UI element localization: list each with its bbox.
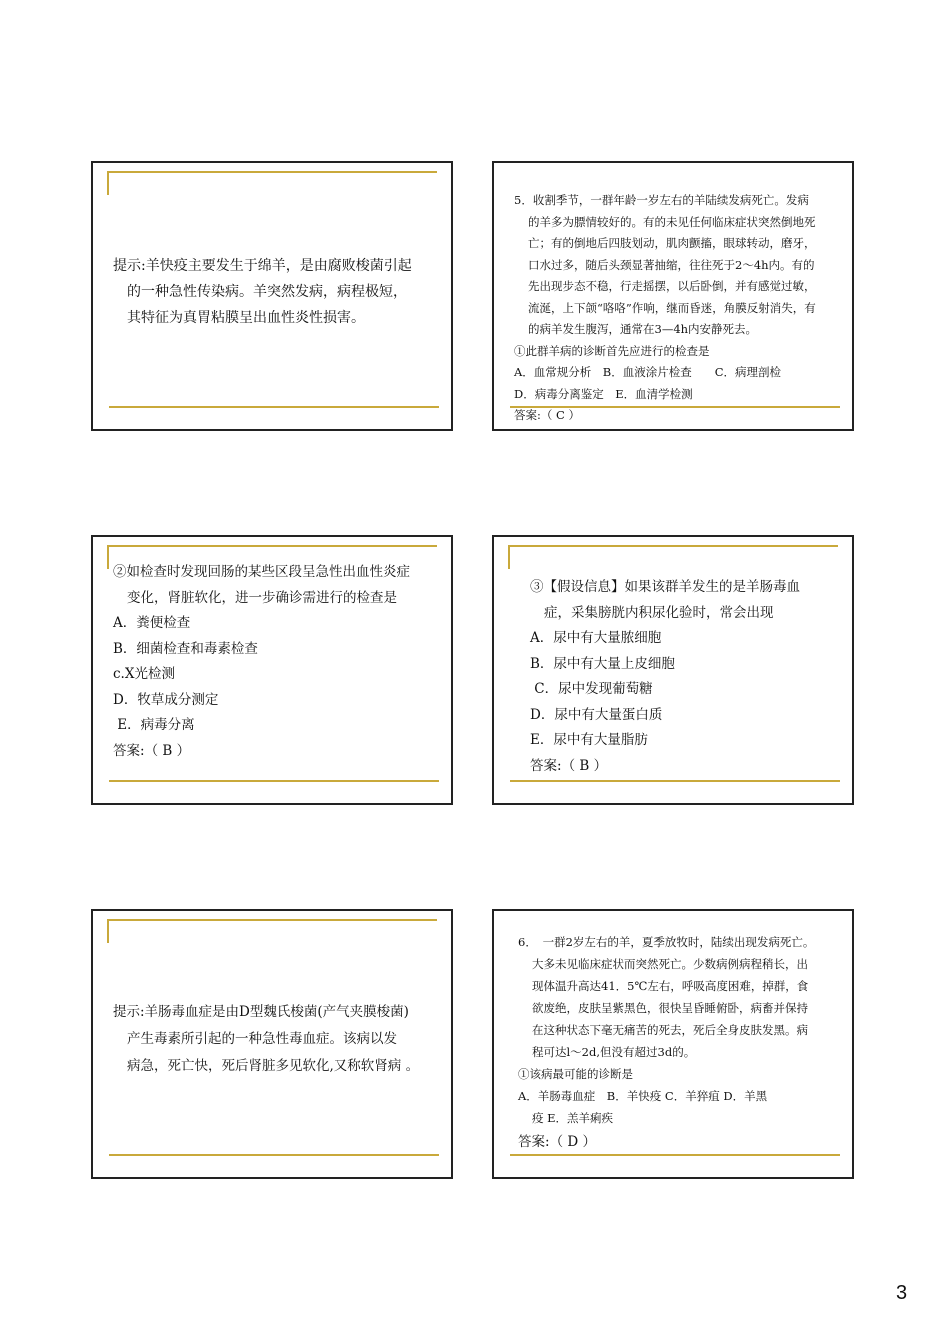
option: A．粪便检查 <box>113 615 191 631</box>
slide-3-text <box>113 560 410 764</box>
option: B．尿中有大量上皮细胞 <box>530 655 675 672</box>
gold-top-rule <box>107 545 437 547</box>
answer-label: 答案: <box>530 757 562 774</box>
page-number: 3 <box>896 1282 908 1304</box>
text-line: 病急，死亡快，死后肾脏多见软化,又称软肾病 。 <box>127 1058 420 1074</box>
answer-value: （ D ） <box>549 1134 596 1150</box>
answer-value: （ C ） <box>540 408 580 422</box>
text-line: 在这种状态下毫无痛苦的死去，死后全身皮肤发黑。病 <box>532 1023 808 1037</box>
slide-5 <box>91 909 453 1179</box>
slide-1 <box>91 161 453 431</box>
slide-6-text <box>518 931 814 1155</box>
gold-corner-mark <box>107 171 109 195</box>
answer <box>113 739 410 765</box>
answer-label: 答案: <box>518 1134 550 1150</box>
gold-bottom-rule <box>109 780 439 782</box>
text-line: 的一种急性传染病。羊突然发病，病程极短， <box>127 284 407 300</box>
text-line: 提示:羊快疫主要发生于绵羊，是由腐败梭菌引起 <box>113 258 412 274</box>
text-line: 欲废绝，皮肤呈紫黑色，很快呈昏睡俯卧，病畜并保持 <box>532 1001 808 1015</box>
text-line: 产生毒素所引起的一种急性毒血症。该病以发 <box>127 1031 397 1047</box>
gold-corner-mark <box>107 919 109 943</box>
answer-label: 答案: <box>113 742 145 759</box>
slide-3 <box>91 535 453 805</box>
gold-top-rule <box>107 171 437 173</box>
text-line: 变化，肾脏软化，进一步确诊需进行的检查是 <box>127 589 397 606</box>
gold-bottom-rule <box>109 1154 439 1156</box>
option: B．细菌检查和毒素检查 <box>113 640 258 657</box>
gold-corner-mark <box>107 545 109 569</box>
text-line: 先出现步态不稳，行走摇摆，以后卧倒，并有感觉过敏， <box>528 279 816 293</box>
text-line: 现体温升高达41．5℃左右，呼吸高度困难，掉群，食 <box>532 979 809 993</box>
option: c.X光检测 <box>113 666 175 682</box>
gold-top-rule <box>508 545 838 547</box>
gold-top-rule <box>107 919 437 921</box>
text-line: 症，采集膀胱内积尿化验时，常会出现 <box>544 604 774 621</box>
text-line: ③【假设信息】如果该群羊发生的是羊肠毒血 <box>530 579 800 595</box>
options-row: 疫 E．羔羊痢疾 <box>532 1111 614 1125</box>
answer <box>530 754 800 780</box>
question: ①此群羊病的诊断首先应进行的检查是 <box>514 343 710 358</box>
options-row: A．羊肠毒血症 B．羊快疫 C．羊猝疽 D．羊黑 <box>518 1089 768 1103</box>
slide-5-text <box>113 999 419 1080</box>
answer <box>514 405 816 427</box>
answer-value: （ B ） <box>561 757 608 774</box>
text-line: 的羊多为膘情较好的。有的未见任何临床症状突然倒地死 <box>528 214 816 229</box>
option: C．尿中发现葡萄糖 <box>530 681 653 697</box>
options-row: A．血常规分析 B．血液涂片检查 C．病理剖检 <box>514 365 782 379</box>
option: E．尿中有大量脂肪 <box>530 732 648 748</box>
text-line: 口水过多，随后头颈显著抽缩，往往死于2～4h内。有的 <box>528 257 815 272</box>
option: E．病毒分离 <box>113 717 195 733</box>
gold-bottom-rule <box>510 780 840 782</box>
text-line: 6． 一群2岁左右的羊，夏季放牧时，陆续出现发病死亡。 <box>518 935 815 949</box>
slide-2-text <box>514 190 816 427</box>
slide-4-text <box>530 575 800 779</box>
answer-label: 答案: <box>514 408 541 422</box>
gold-bottom-rule <box>109 406 439 408</box>
answer <box>518 1129 814 1155</box>
option: D．尿中有大量蛋白质 <box>530 706 663 723</box>
text-line: 其特征为真胃粘膜呈出血性炎性损害。 <box>127 310 365 326</box>
options-row: D．病毒分离鉴定 E．血清学检测 <box>514 386 693 401</box>
slide-6 <box>492 909 854 1179</box>
slide-2 <box>492 161 854 431</box>
slide-4 <box>492 535 854 805</box>
text-line: 程可达l～2d,但没有超过3d的。 <box>532 1045 696 1059</box>
text-line: 的病羊发生腹泻，通常在3—4h内安静死去。 <box>528 322 758 336</box>
question: ①该病最可能的诊断是 <box>518 1067 633 1081</box>
text-line: 5．收割季节，一群年龄一岁左右的羊陆续发病死亡。发病 <box>514 193 809 207</box>
text-line: 大多未见临床症状而突然死亡。少数病例病程稍长，出 <box>532 957 808 971</box>
text-line: ②如检查时发现回肠的某些区段呈急性出血性炎症 <box>113 564 410 580</box>
option: D．牧草成分测定 <box>113 691 219 708</box>
text-line: 提示:羊肠毒血症是由D型魏氏梭菌(产气夹膜梭菌) <box>113 1004 409 1020</box>
option: A．尿中有大量脓细胞 <box>530 630 662 646</box>
text-line: 流涎，上下颌“咯咯”作响，继而昏迷，角膜反射消失，有 <box>528 300 816 315</box>
gold-corner-mark <box>508 545 510 569</box>
answer-value: （ B ） <box>144 742 191 759</box>
text-line: 亡；有的倒地后四肢划动，肌肉颤搐，眼球转动，磨牙， <box>528 236 816 250</box>
slide-1-text <box>113 253 412 331</box>
